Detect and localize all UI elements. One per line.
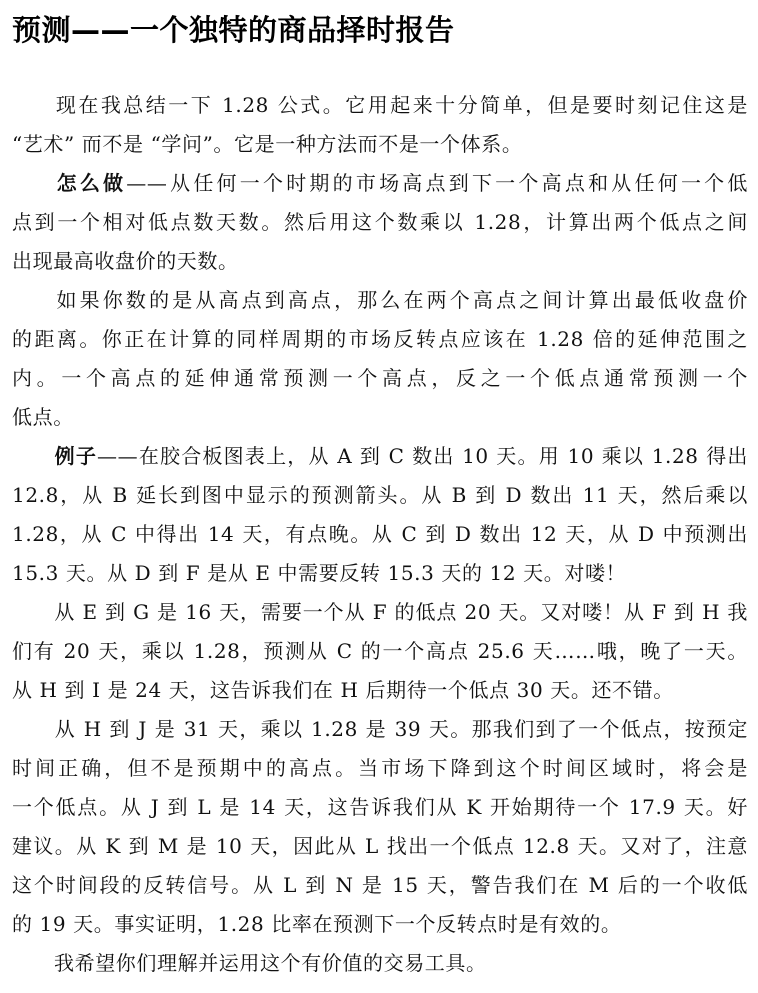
document-body <box>12 86 748 983</box>
paragraph-line: 从 H 到 J 是 31 天，乘以 1.28 是 39 天。那我们到了一个低点，按预定 <box>54 717 748 741</box>
paragraph-line: 一个低点。从 J 到 L 是 14 天，这告诉我们从 K 开始期待一个 17.9 天。好 <box>12 795 748 819</box>
paragraph-line: “艺术” 而不是 “学问”。它是一种方法而不是一个体系。 <box>12 132 523 156</box>
paragraph-lead: 例子 <box>54 444 98 468</box>
paragraph-example <box>12 437 748 593</box>
paragraph-summary <box>12 86 748 164</box>
paragraph-line: 们有 20 天，乘以 1.28，预测从 C 的一个高点 25.6 天……哦，晚了一天。 <box>12 639 748 663</box>
paragraph-line: 如果你数的是从高点到高点，那么在两个高点之间计算出最低收盘价 <box>54 288 748 312</box>
paragraph-line: ——在胶合板图表上，从 A 到 C 数出 10 天。用 10 乘以 1.28 得出 <box>97 444 748 468</box>
paragraph-line: 15.3 天。从 D 到 F 是从 E 中需要反转 15.3 天的 12 天。对喽！ <box>12 561 627 585</box>
paragraph-line: 从 E 到 G 是 16 天，需要一个从 F 的低点 20 天。又对喽！从 F 到 H 我 <box>54 600 748 624</box>
paragraph-how-to <box>12 164 748 281</box>
paragraph-line: 现在我总结一下 1.28 公式。它用起来十分简单，但是要时刻记住这是 <box>54 93 748 117</box>
paragraph-line: 的 19 天。事实证明，1.28 比率在预测下一个反转点时是有效的。 <box>12 912 622 936</box>
paragraph-line: ——从任何一个时期的市场高点到下一个高点和从任何一个低 <box>126 171 748 195</box>
paragraph-line: 内。一个高点的延伸通常预测一个高点，反之一个低点通常预测一个 <box>12 366 748 390</box>
paragraph-closing <box>12 944 748 983</box>
paragraph-e-to-g <box>12 593 748 710</box>
paragraph-line: 的距离。你正在计算的同样周期的市场反转点应该在 1.28 倍的延伸范围之 <box>12 327 748 351</box>
paragraph-line: 这个时间段的反转信号。从 L 到 N 是 15 天，警告我们在 M 后的一个收低 <box>12 873 748 897</box>
page-title: 预测——一个独特的商品择时报告 <box>12 13 455 47</box>
paragraph-line: 建议。从 K 到 M 是 10 天，因此从 L 找出一个低点 12.8 天。又对了，注意 <box>12 834 748 858</box>
paragraph-line: 点到一个相对低点数天数。然后用这个数乘以 1.28，计算出两个低点之间 <box>12 210 748 234</box>
paragraph-h-to-j <box>12 710 748 944</box>
paragraph-line: 时间正确，但不是预期中的高点。当市场下降到这个时间区域时，将会是 <box>12 756 748 780</box>
paragraph-line: 低点。 <box>12 405 74 429</box>
paragraph-lead: 怎么做 <box>54 171 127 195</box>
paragraph-line: 1.28，从 C 中得出 14 天，有点晚。从 C 到 D 数出 12 天，从 D 中预测出 <box>12 522 748 546</box>
paragraph-line: 从 H 到 I 是 24 天，这告诉我们在 H 后期待一个低点 30 天。还不错。 <box>12 678 674 702</box>
paragraph-line: 出现最高收盘价的天数。 <box>12 249 239 273</box>
paragraph-line: 我希望你们理解并运用这个有价值的交易工具。 <box>54 951 487 975</box>
paragraph-high-to-high <box>12 281 748 437</box>
paragraph-line: 12.8，从 B 延长到图中显示的预测箭头。从 B 到 D 数出 11 天，然后乘以 <box>12 483 748 507</box>
